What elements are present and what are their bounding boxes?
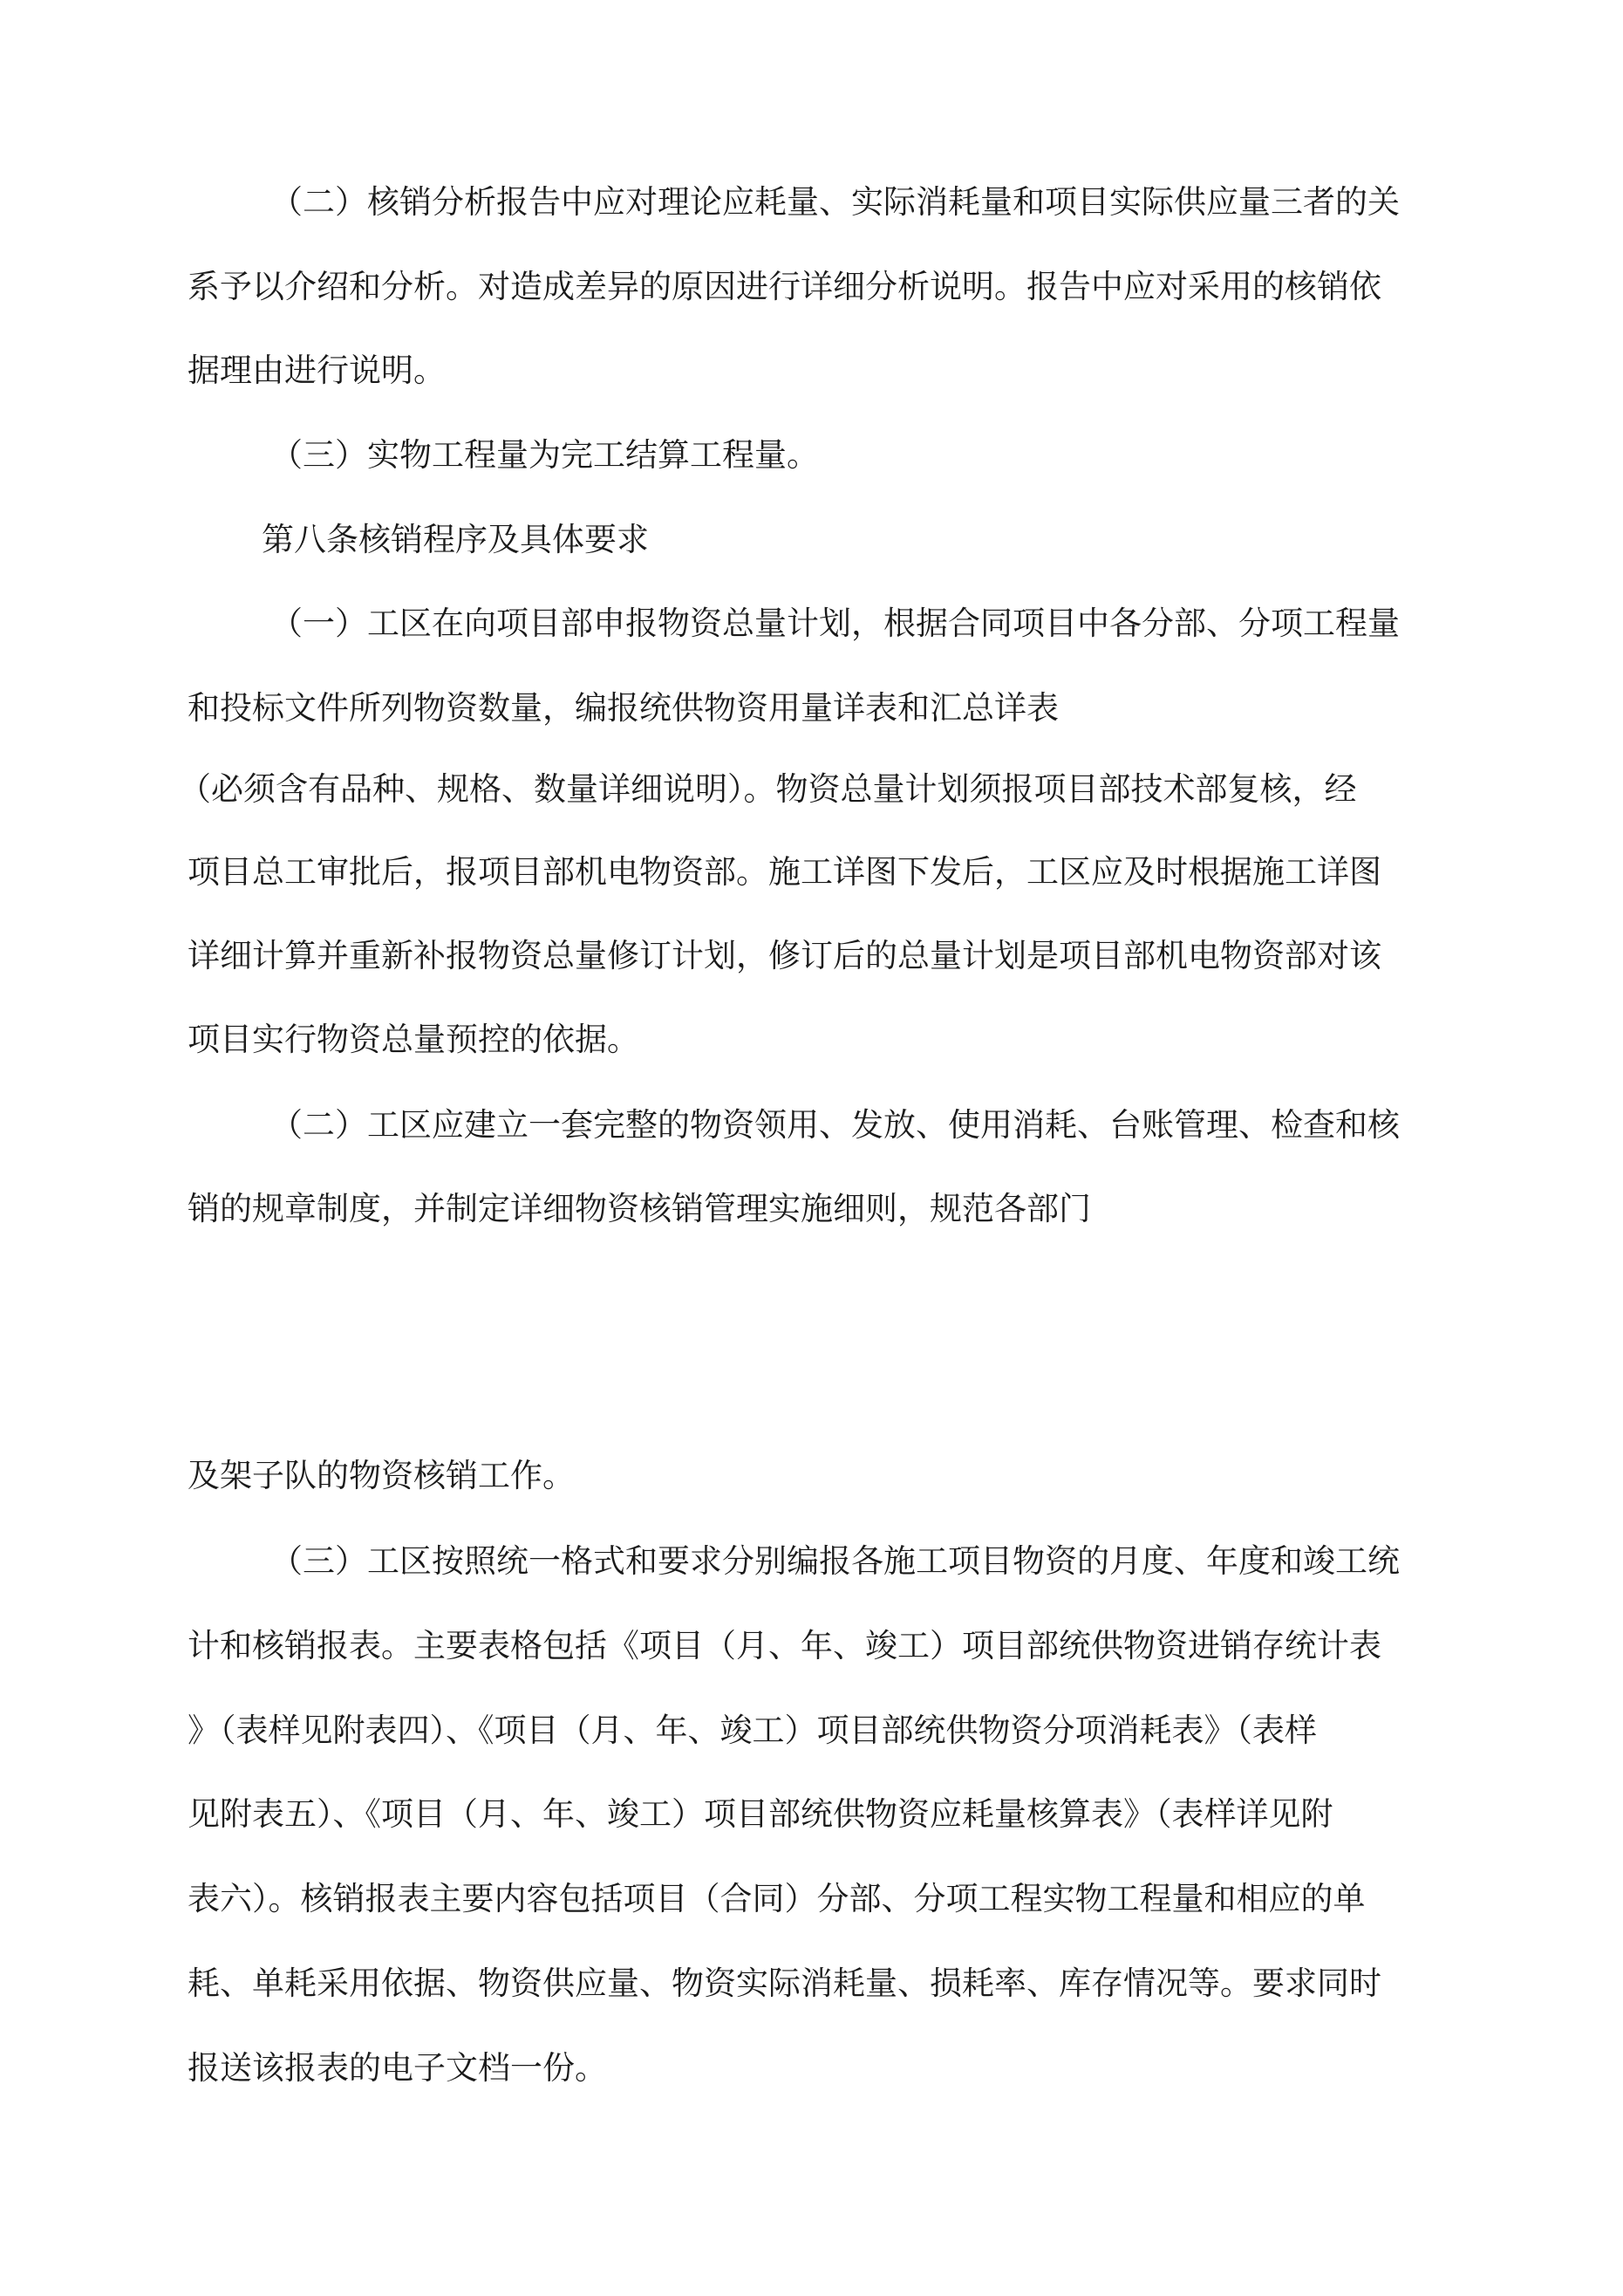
paragraph-line: （三）实物工程量为完工结算工程量。: [270, 436, 819, 474]
paragraph-line: 据理由进行说明。: [188, 352, 446, 389]
paragraph-line: 系予以介绍和分析。对造成差异的原因进行详细分析说明。报告中应对采用的核销依: [188, 268, 1381, 305]
paragraph-line: 和投标文件所列物资数量，编报统供物资用量详表和汇总详表: [188, 689, 1059, 727]
paragraph-line: 报送该报表的电子文档一份。: [188, 2049, 607, 2087]
paragraph-line: （必须含有品种、规格、数量详细说明）。物资总量计划须报项目部技术部复核，经: [179, 770, 1357, 808]
paragraph-line: 计和核销报表。主要表格包括《项目（月、年、竣工）项目部统供物资进销存统计表: [188, 1627, 1381, 1664]
paragraph-line: 见附表五）、《项目（月、年、竣工）项目部统供物资应耗量核算表》（表样详见附: [188, 1795, 1333, 1833]
paragraph-line: （三）工区按照统一格式和要求分别编报各施工项目物资的月度、年度和竣工统: [270, 1542, 1400, 1580]
paragraph-line: （二）工区应建立一套完整的物资领用、发放、使用消耗、台账管理、检查和核: [270, 1106, 1400, 1144]
paragraph-line: 详细计算并重新补报物资总量修订计划，修订后的总量计划是项目部机电物资部对该: [188, 937, 1381, 974]
paragraph-line: （二）核销分析报告中应对理论应耗量、实际消耗量和项目实际供应量三者的关: [270, 183, 1400, 221]
paragraph-line: 》（表样见附表四）、《项目（月、年、竣工）项目部统供物资分项消耗表》（表样: [188, 1712, 1317, 1749]
paragraph-line: 耗、单耗采用依据、物资供应量、物资实际消耗量、损耗率、库存情况等。要求同时: [188, 1965, 1381, 2002]
paragraph-line: （一）工区在向项目部申报物资总量计划，根据合同项目中各分部、分项工程量: [270, 605, 1400, 642]
paragraph-line: 表六）。核销报表主要内容包括项目（合同）分部、分项工程实物工程量和相应的单: [188, 1880, 1366, 1917]
paragraph-line: 项目实行物资总量预控的依据。: [188, 1021, 639, 1058]
paragraph-line: 销的规章制度，并制定详细物资核销管理实施细则，规范各部门: [188, 1190, 1091, 1227]
section-heading: 第八条核销程序及具体要求: [262, 521, 649, 558]
paragraph-line: 项目总工审批后，报项目部机电物资部。施工详图下发后，工区应及时根据施工详图: [188, 853, 1381, 891]
paragraph-line: 及架子队的物资核销工作。: [188, 1457, 575, 1494]
